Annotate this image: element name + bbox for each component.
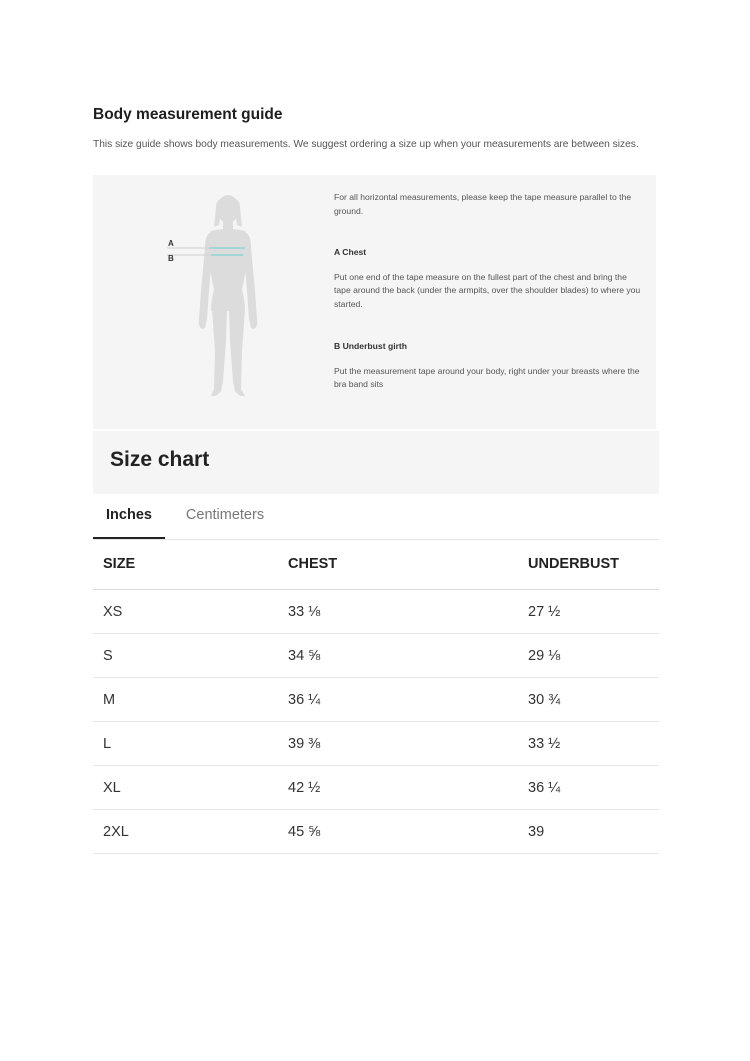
- measurement-panel: [93, 175, 656, 429]
- table-row: [93, 678, 659, 722]
- size-cell: S: [93, 634, 278, 678]
- header-underbust: UNDERBUST: [518, 539, 659, 590]
- body-silhouette-icon: [165, 191, 295, 401]
- size-cell: L: [93, 722, 278, 766]
- chest-cell: 33 ⅛: [278, 590, 518, 634]
- marker-a-label: A: [168, 239, 174, 248]
- underbust-heading: B Underbust girth: [334, 341, 408, 351]
- table-row: [93, 722, 659, 766]
- size-cell: 2XL: [93, 810, 278, 854]
- chest-heading: A Chest: [334, 247, 367, 257]
- tab-inches[interactable]: Inches: [93, 494, 165, 539]
- general-instruction: For all horizontal measurements, please keep the tape measure parallel to the ground.: [334, 192, 632, 216]
- chest-instruction: Put one end of the tape measure on the fullest part of the chest and bring the tape around the back (under the armpits, over the shoulder blades) to where you started.: [334, 271, 641, 309]
- table-row: [93, 766, 659, 810]
- unit-tabs: [93, 494, 659, 540]
- body-figure: [165, 191, 295, 401]
- chest-cell: 42 ½: [278, 766, 518, 810]
- table-row: [93, 590, 659, 634]
- underbust-cell: 29 ⅛: [518, 634, 659, 678]
- guide-title: Body measurement guide: [93, 106, 283, 123]
- size-chart-header: [93, 431, 659, 494]
- underbust-instruction: Put the measurement tape around your body, right under your breasts where the bra band sits: [334, 365, 640, 389]
- underbust-cell: 36 ¼: [518, 766, 659, 810]
- size-table: [93, 539, 659, 854]
- measurement-instructions: [334, 191, 644, 392]
- size-cell: M: [93, 678, 278, 722]
- size-chart-title: Size chart: [110, 448, 210, 471]
- table-row: [93, 810, 659, 854]
- marker-b-label: B: [168, 254, 174, 263]
- underbust-cell: 33 ½: [518, 722, 659, 766]
- table-header-row: [93, 539, 659, 590]
- chest-cell: 39 ⅜: [278, 722, 518, 766]
- underbust-cell: 39: [518, 810, 659, 854]
- header-size: SIZE: [93, 539, 278, 590]
- size-cell: XS: [93, 590, 278, 634]
- size-cell: XL: [93, 766, 278, 810]
- underbust-cell: 30 ¾: [518, 678, 659, 722]
- underbust-cell: 27 ½: [518, 590, 659, 634]
- tab-centimeters[interactable]: Centimeters: [185, 507, 265, 523]
- chest-cell: 34 ⅝: [278, 634, 518, 678]
- chest-cell: 45 ⅝: [278, 810, 518, 854]
- guide-intro: This size guide shows body measurements. We suggest ordering a size up when your measurements are between sizes.: [93, 139, 639, 150]
- table-row: [93, 634, 659, 678]
- chest-cell: 36 ¼: [278, 678, 518, 722]
- header-chest: CHEST: [278, 539, 518, 590]
